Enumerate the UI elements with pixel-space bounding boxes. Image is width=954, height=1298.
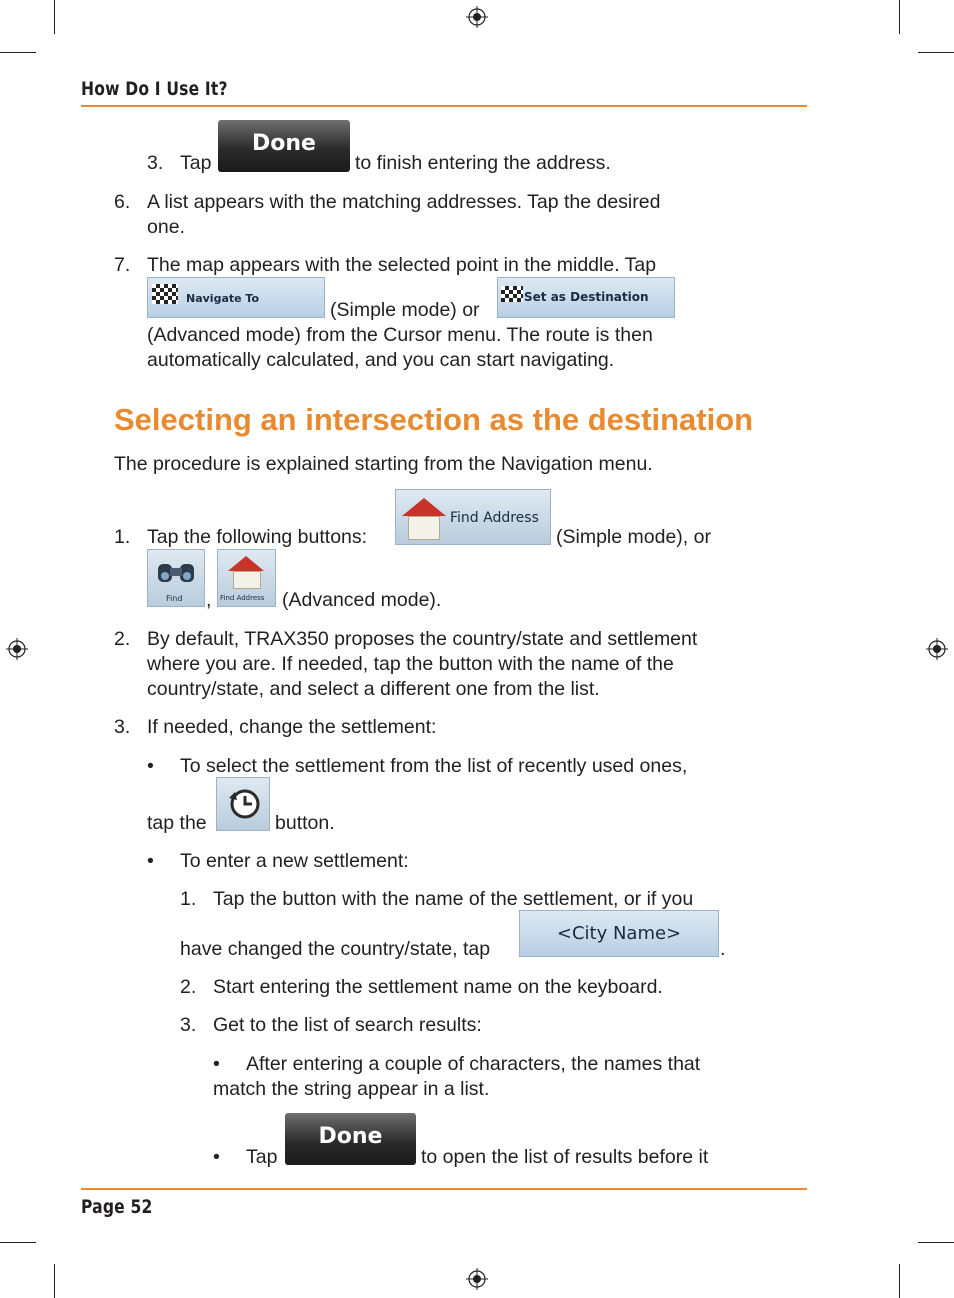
checkered-flag-icon [152,284,178,304]
house-body [233,571,261,589]
crop-mark [0,52,36,53]
page-header-title: How Do I Use It? [81,78,228,100]
sub-step-text: Get to the list of search results: [213,1014,482,1036]
step-text: to finish entering the address. [355,152,611,174]
binoculars-icon [156,558,196,586]
done-button[interactable]: Done [218,120,350,172]
navigate-to-button[interactable] [147,277,325,318]
step-text: The map appears with the selected point in the middle. Tap [147,254,657,276]
registration-mark-icon [6,638,28,660]
done-button[interactable]: Done [285,1113,416,1165]
bullet: • [147,850,154,872]
step-text: If needed, change the settlement: [147,716,437,738]
crop-mark [918,52,954,53]
page-number: Page 52 [81,1196,153,1218]
find-label: Find [166,594,183,603]
separator: , [206,589,212,611]
bullet-text: to open the list of results before it [421,1146,709,1168]
header-rule [81,105,807,107]
step-text: A list appears with the matching addresses. Tap the desired [147,191,661,213]
list-number: 6. [114,191,131,213]
find-address-label: Find Address [450,510,539,526]
city-name-button[interactable] [519,910,719,957]
sub-step-text: Tap the button with the name of the settlement, or if you [213,888,694,910]
bullet-text: After entering a couple of characters, the names that [246,1053,701,1075]
bullet-text: button. [275,812,335,834]
step-text: (Simple mode), or [556,526,711,548]
sub-list-number: 2. [180,976,197,998]
set-as-destination-button[interactable] [497,277,675,318]
step-text: Tap the following buttons: [147,526,368,548]
step-text: where you are. If needed, tap the button with the name of the [147,653,674,675]
list-number: 1. [114,526,131,548]
step-text: (Simple mode) or [330,299,480,321]
crop-mark [918,1242,954,1243]
registration-mark-icon [466,1268,488,1290]
section-heading: Selecting an intersection as the destination [114,402,754,437]
sub-list-number: 1. [180,888,197,910]
list-number: 3. [114,716,131,738]
house-body [408,516,440,540]
navigate-to-label: Navigate To [186,292,260,305]
bullet: • [213,1053,220,1075]
registration-mark-icon [466,6,488,28]
city-name-label: <City Name> [556,923,682,944]
crop-mark [54,1264,55,1298]
bullet-text: To enter a new settlement: [180,850,409,872]
bullet-text: tap the [147,812,207,834]
step-text: country/state, and select a different one from the list. [147,678,600,700]
sub-list-number: 3. [180,1014,197,1036]
house-icon [402,498,446,516]
bullet-text: To select the settlement from the list of recently used ones, [180,755,688,777]
find-button[interactable] [147,549,205,607]
crop-mark [899,1264,900,1298]
checkered-flag-icon [501,286,523,302]
sub-step-text: . [720,938,726,960]
list-number: 2. [114,628,131,650]
list-number: 3. [147,152,164,174]
recent-history-button[interactable] [216,777,270,831]
step-text: automatically calculated, and you can start navigating. [147,349,615,371]
step-text: one. [147,216,185,238]
bullet-text: Tap [246,1146,278,1168]
sub-step-text: have changed the country/state, tap [180,938,491,960]
list-number: 7. [114,254,131,276]
clock-history-icon [225,784,263,822]
step-text: (Advanced mode) from the Cursor menu. The route is then [147,324,653,346]
intro-text: The procedure is explained starting from the Navigation menu. [114,453,653,475]
bullet: • [213,1146,220,1168]
set-as-destination-label: Set as Destination [524,290,649,304]
crop-mark [899,0,900,34]
step-text: (Advanced mode). [282,589,442,611]
step-text: Tap [180,152,212,174]
registration-mark-icon [926,638,948,660]
footer-rule [81,1188,807,1190]
find-address-small-button[interactable] [217,549,276,607]
find-address-small-label: Find Address [220,594,265,602]
bullet: • [147,755,154,777]
step-text: By default, TRAX350 proposes the country/state and settlement [147,628,698,650]
crop-mark [54,0,55,34]
find-address-button[interactable] [395,489,551,545]
bullet-text: match the string appear in a list. [213,1078,490,1100]
sub-step-text: Start entering the settlement name on the keyboard. [213,976,663,998]
house-icon [228,556,264,571]
crop-mark [0,1242,36,1243]
